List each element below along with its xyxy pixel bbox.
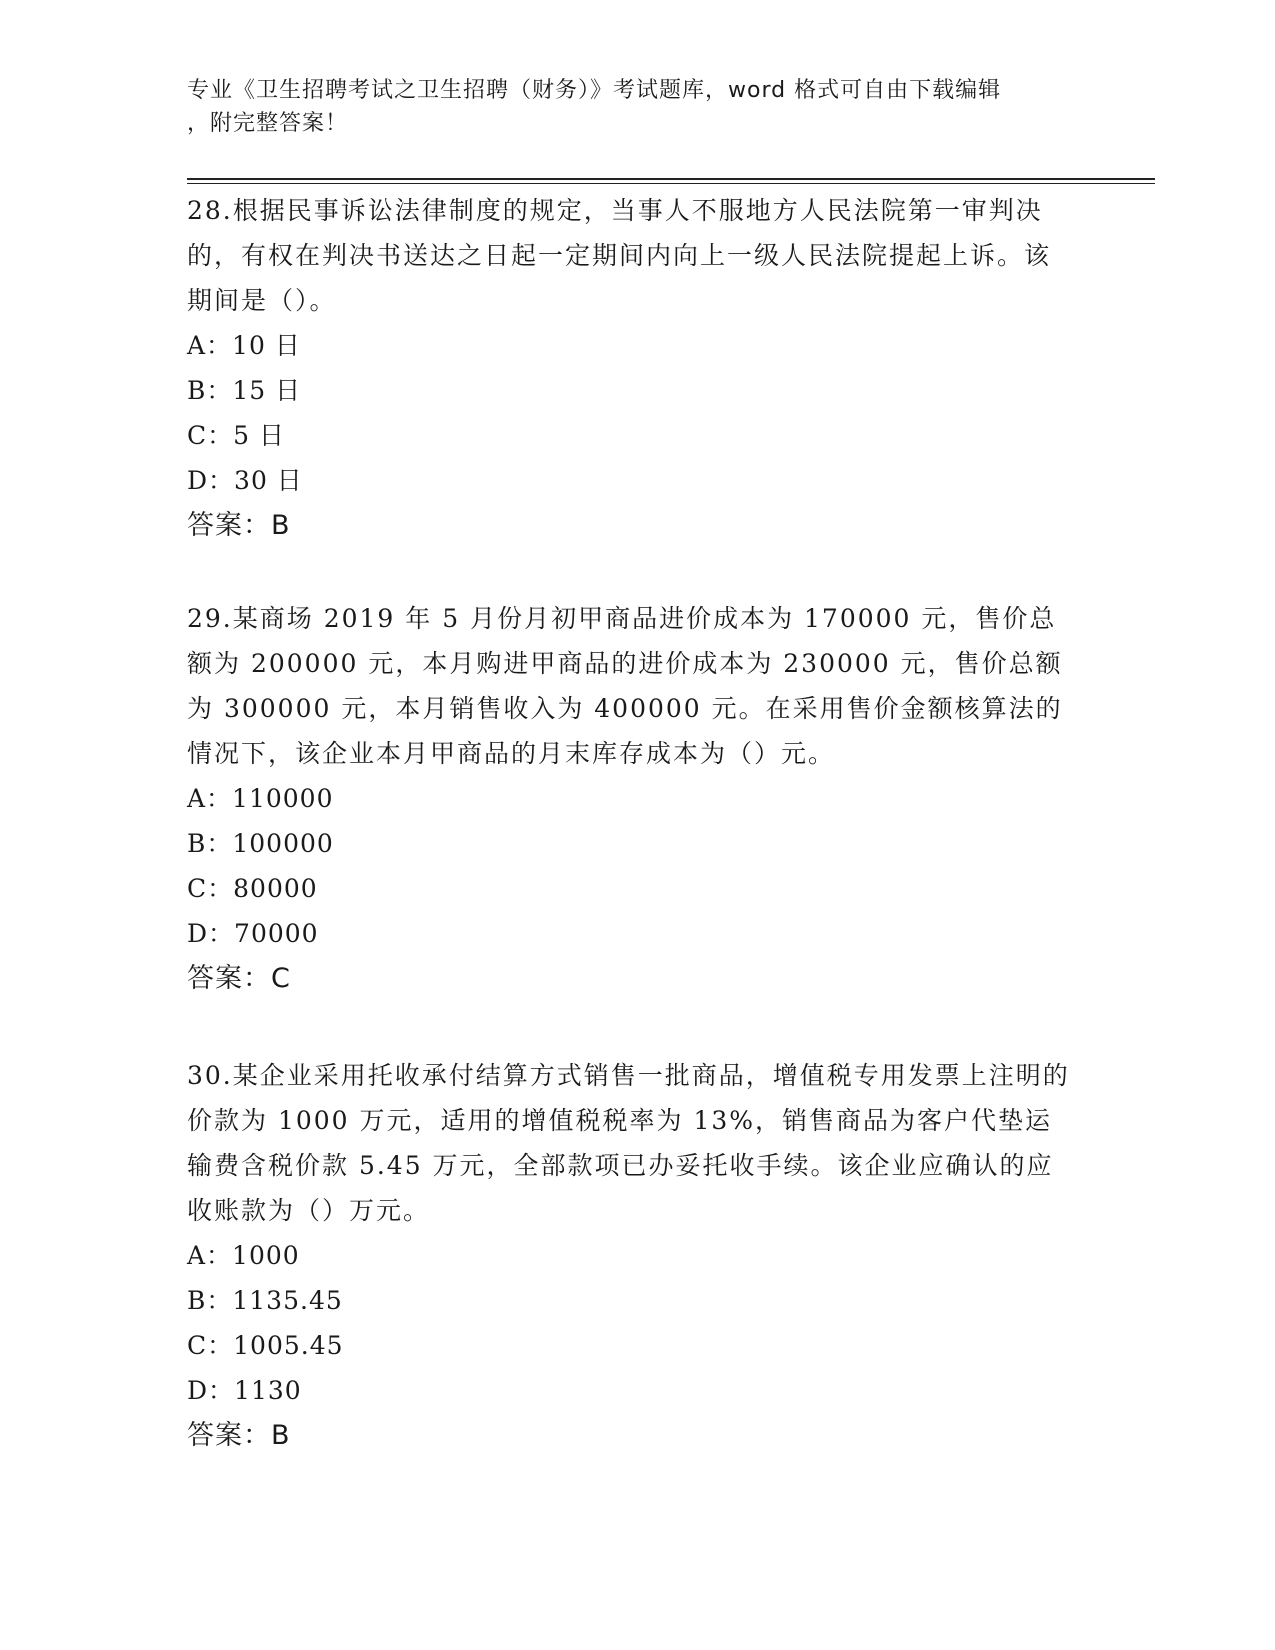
option-d: D：1130 bbox=[187, 1376, 302, 1405]
option-c: C：5 日 bbox=[187, 421, 285, 450]
answer: 答案：B bbox=[187, 1420, 291, 1451]
header-divider-thick bbox=[187, 178, 1155, 180]
answer: 答案：C bbox=[187, 963, 291, 994]
option-a: A：110000 bbox=[187, 784, 334, 813]
question-28 bbox=[187, 188, 1077, 549]
header-line-1: 专业《卫生招聘考试之卫生招聘（财务）》考试题库，word 格式可自由下载编辑 bbox=[187, 78, 1002, 103]
option-c: C：80000 bbox=[187, 874, 318, 903]
question-stem: 28.根据民事诉讼法律制度的规定，当事人不服地方人民法院第一审判决的，有权在判决书送达之日起一定期间内向上一级人民法院提起上诉。该期间是（）。 bbox=[187, 196, 1052, 315]
option-d: D：70000 bbox=[187, 919, 319, 948]
option-b: B：100000 bbox=[187, 829, 334, 858]
header-divider-thin bbox=[187, 183, 1155, 184]
option-a: A：10 日 bbox=[187, 331, 301, 360]
question-stem: 30.某企业采用托收承付结算方式销售一批商品，增值税专用发票上注明的价款为 1000 万元，适用的增值税税率为 13%，销售商品为客户代垫运输费含税价款 5.45 万元，全部款项已办妥托收手续。该企业应确认的应收账款为（）万元。 bbox=[187, 1061, 1070, 1225]
document-header bbox=[187, 74, 1087, 140]
option-c: C：1005.45 bbox=[187, 1331, 344, 1360]
question-29 bbox=[187, 596, 1077, 1002]
question-30 bbox=[187, 1053, 1077, 1459]
header-line-2: ，附完整答案！ bbox=[187, 111, 349, 136]
answer: 答案：B bbox=[187, 510, 291, 541]
question-stem: 29.某商场 2019 年 5 月份月初甲商品进价成本为 170000 元，售价总额为 200000 元，本月购进甲商品的进价成本为 230000 元，售价总额为 300000 元，本月销售收入为 400000 元。在采用售价金额核算法的情况下，该企业本月甲商品的月末库存成本为（）元。 bbox=[187, 604, 1063, 768]
option-a: A：1000 bbox=[187, 1241, 300, 1270]
option-b: B：15 日 bbox=[187, 376, 302, 405]
option-b: B：1135.45 bbox=[187, 1286, 343, 1315]
option-d: D：30 日 bbox=[187, 466, 303, 495]
